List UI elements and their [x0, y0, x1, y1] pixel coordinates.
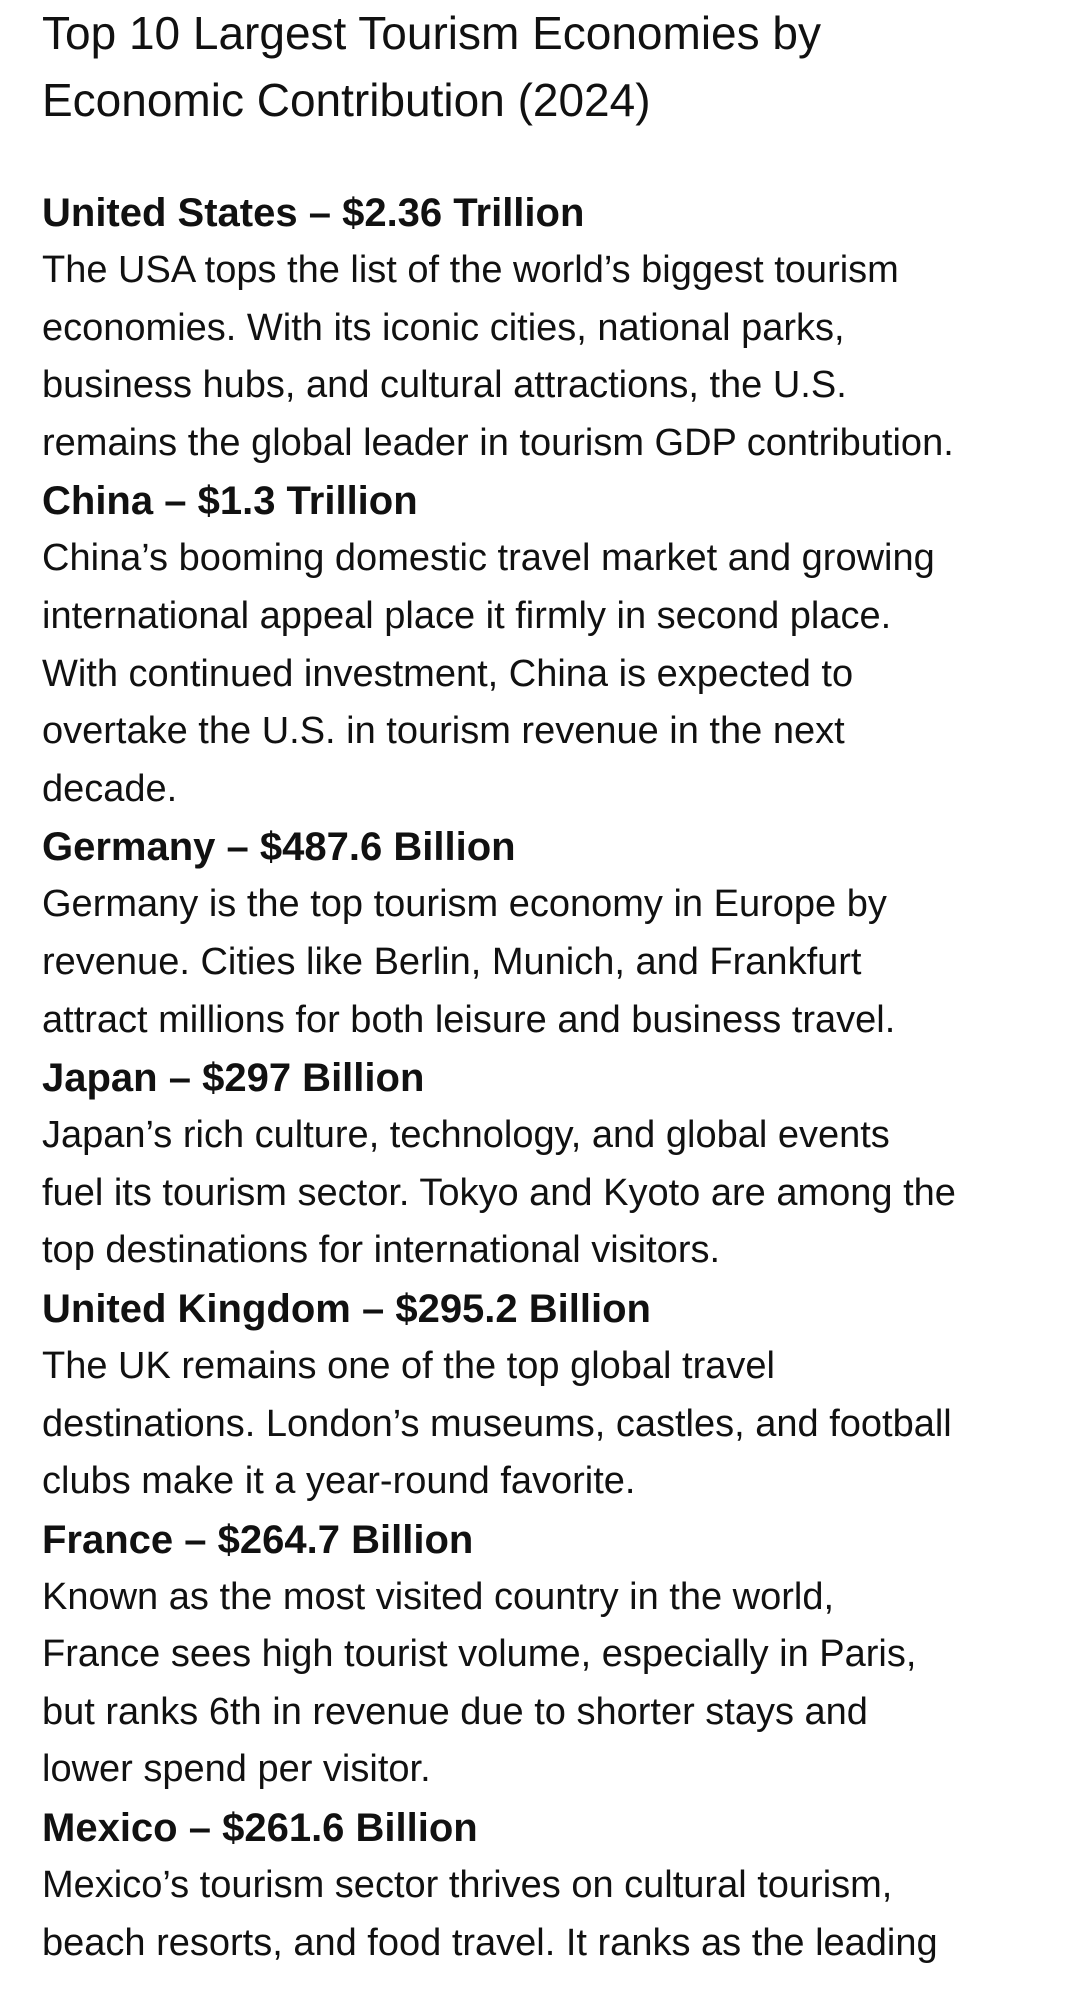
entry-description	[42, 1569, 1052, 1799]
entry-line: but ranks 6th in revenue due to shorter stays and	[42, 1690, 868, 1733]
list-item	[42, 184, 1052, 472]
entry-line: remains the global leader in tourism GDP contribution.	[42, 421, 954, 464]
entry-heading: United States – $2.36 Trillion	[42, 191, 585, 235]
entry-line: clubs make it a year-round favorite.	[42, 1460, 636, 1503]
entry-heading: France – $264.7 Billion	[42, 1517, 474, 1562]
entry-line: Japan’s rich culture, technology, and global events	[42, 1114, 890, 1157]
page-title	[42, 0, 1052, 134]
page-title-line-1: Top 10 Largest Tourism Economies by	[42, 7, 821, 59]
entry-line: France sees high tourist volume, especially in Paris,	[42, 1633, 917, 1676]
entry-heading: Mexico – $261.6 Billion	[42, 1806, 478, 1851]
entry-line: top destinations for international visitors.	[42, 1229, 721, 1272]
entry-line: Germany is the top tourism economy in Europe by	[42, 883, 887, 926]
entry-heading: Japan – $297 Billion	[42, 1056, 425, 1101]
page-title-line-2: Economic Contribution (2024)	[42, 74, 651, 126]
entry-line: The USA tops the list of the world’s biggest tourism	[42, 249, 899, 291]
entry-line: overtake the U.S. in tourism revenue in the next	[42, 710, 845, 753]
entry-list	[42, 184, 1052, 1972]
entry-heading: Germany – $487.6 Billion	[42, 825, 516, 870]
entry-line: lower spend per visitor.	[42, 1748, 431, 1791]
entry-line: international appeal place it firmly in second place.	[42, 594, 892, 637]
entry-heading: China – $1.3 Trillion	[42, 479, 418, 524]
list-item	[42, 1049, 1052, 1280]
entry-line: business hubs, and cultural attractions, the U.S.	[42, 364, 847, 407]
entry-line: fuel its tourism sector. Tokyo and Kyoto are among the	[42, 1171, 956, 1214]
entry-line: destinations. London’s museums, castles, and football	[42, 1402, 952, 1445]
article	[42, 0, 1052, 1972]
entry-line: Known as the most visited country in the world,	[42, 1575, 835, 1618]
entry-line: decade.	[42, 767, 178, 810]
entry-heading: United Kingdom – $295.2 Billion	[42, 1286, 651, 1331]
entry-description	[42, 1857, 1052, 1972]
list-item	[42, 1799, 1052, 1972]
entry-description	[42, 876, 1052, 1049]
entry-description	[42, 1338, 1052, 1511]
list-item	[42, 472, 1052, 818]
list-item	[42, 1280, 1052, 1511]
entry-line: beach resorts, and food travel. It ranks as the leading	[42, 1921, 938, 1964]
entry-line: With continued investment, China is expected to	[42, 652, 854, 695]
entry-line: The UK remains one of the top global travel	[42, 1344, 775, 1387]
list-item	[42, 1511, 1052, 1799]
entry-line: economies. With its iconic cities, national parks,	[42, 306, 845, 349]
entry-line: Mexico’s tourism sector thrives on cultural tourism,	[42, 1864, 893, 1907]
entry-description	[42, 242, 1052, 472]
list-item	[42, 818, 1052, 1049]
entry-line: attract millions for both leisure and business travel.	[42, 998, 896, 1041]
entry-line: China’s booming domestic travel market and growing	[42, 537, 935, 580]
entry-description	[42, 1107, 1052, 1280]
entry-description	[42, 530, 1052, 818]
entry-line: revenue. Cities like Berlin, Munich, and Frankfurt	[42, 940, 862, 983]
